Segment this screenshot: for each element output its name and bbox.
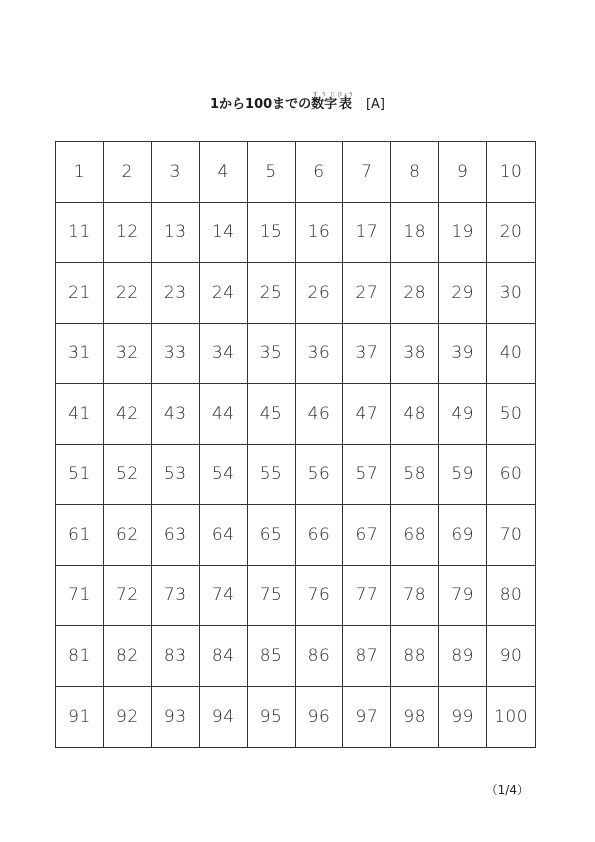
table-cell: 47 xyxy=(343,384,391,445)
table-cell: 3 xyxy=(152,142,200,203)
table-cell: 23 xyxy=(152,263,200,324)
table-cell: 50 xyxy=(487,384,535,445)
table-cell: 78 xyxy=(391,566,439,627)
table-cell: 18 xyxy=(391,203,439,264)
table-cell: 63 xyxy=(152,505,200,566)
table-cell: 45 xyxy=(248,384,296,445)
table-cell: 92 xyxy=(104,687,152,748)
table-cell: 93 xyxy=(152,687,200,748)
table-cell: 11 xyxy=(56,203,104,264)
table-cell: 73 xyxy=(152,566,200,627)
table-cell: 94 xyxy=(200,687,248,748)
table-cell: 89 xyxy=(439,626,487,687)
table-cell: 35 xyxy=(248,324,296,385)
title-word-number-ruby: すうじ xyxy=(311,92,338,98)
table-cell: 19 xyxy=(439,203,487,264)
table-cell: 91 xyxy=(56,687,104,748)
table-cell: 22 xyxy=(104,263,152,324)
table-cell: 49 xyxy=(439,384,487,445)
title-prefix: 1から100までの xyxy=(209,97,312,112)
table-cell: 72 xyxy=(104,566,152,627)
table-cell: 28 xyxy=(391,263,439,324)
table-cell: 68 xyxy=(391,505,439,566)
table-cell: 74 xyxy=(200,566,248,627)
table-cell: 90 xyxy=(487,626,535,687)
table-cell: 20 xyxy=(487,203,535,264)
table-cell: 2 xyxy=(104,142,152,203)
table-cell: 67 xyxy=(343,505,391,566)
table-cell: 9 xyxy=(439,142,487,203)
table-cell: 34 xyxy=(200,324,248,385)
table-cell: 75 xyxy=(248,566,296,627)
table-cell: 29 xyxy=(439,263,487,324)
table-cell: 59 xyxy=(439,445,487,506)
table-cell: 76 xyxy=(296,566,344,627)
table-cell: 14 xyxy=(200,203,248,264)
table-cell: 64 xyxy=(200,505,248,566)
table-cell: 62 xyxy=(104,505,152,566)
table-cell: 33 xyxy=(152,324,200,385)
table-cell: 1 xyxy=(56,142,104,203)
title-tag: [A] xyxy=(365,97,385,112)
table-cell: 13 xyxy=(152,203,200,264)
table-cell: 12 xyxy=(104,203,152,264)
table-cell: 58 xyxy=(391,445,439,506)
table-cell: 16 xyxy=(296,203,344,264)
table-cell: 98 xyxy=(391,687,439,748)
table-cell: 83 xyxy=(152,626,200,687)
table-cell: 25 xyxy=(248,263,296,324)
table-cell: 65 xyxy=(248,505,296,566)
table-cell: 17 xyxy=(343,203,391,264)
table-cell: 6 xyxy=(296,142,344,203)
table-cell: 88 xyxy=(391,626,439,687)
table-cell: 27 xyxy=(343,263,391,324)
table-cell: 97 xyxy=(343,687,391,748)
table-cell: 15 xyxy=(248,203,296,264)
table-cell: 4 xyxy=(200,142,248,203)
table-cell: 70 xyxy=(487,505,535,566)
table-cell: 79 xyxy=(439,566,487,627)
table-cell: 31 xyxy=(56,324,104,385)
table-cell: 44 xyxy=(200,384,248,445)
page-number: （1/4） xyxy=(485,783,529,797)
table-cell: 66 xyxy=(296,505,344,566)
table-cell: 36 xyxy=(296,324,344,385)
table-cell: 48 xyxy=(391,384,439,445)
table-cell: 95 xyxy=(248,687,296,748)
table-cell: 26 xyxy=(296,263,344,324)
number-table xyxy=(55,141,536,748)
table-cell: 53 xyxy=(152,445,200,506)
table-cell: 86 xyxy=(296,626,344,687)
table-cell: 81 xyxy=(56,626,104,687)
table-cell: 42 xyxy=(104,384,152,445)
table-cell: 61 xyxy=(56,505,104,566)
title-word-number-text: 数字 xyxy=(311,97,338,112)
table-cell: 57 xyxy=(343,445,391,506)
title-word-table xyxy=(337,92,354,112)
table-cell: 5 xyxy=(248,142,296,203)
table-cell: 39 xyxy=(439,324,487,385)
table-cell: 84 xyxy=(200,626,248,687)
table-cell: 30 xyxy=(487,263,535,324)
title-word-table-text: 表 xyxy=(337,97,354,112)
table-cell: 87 xyxy=(343,626,391,687)
table-cell: 51 xyxy=(56,445,104,506)
table-cell: 43 xyxy=(152,384,200,445)
table-cell: 82 xyxy=(104,626,152,687)
table-cell: 32 xyxy=(104,324,152,385)
table-cell: 77 xyxy=(343,566,391,627)
table-cell: 80 xyxy=(487,566,535,627)
table-cell: 71 xyxy=(56,566,104,627)
page-title xyxy=(0,92,595,112)
table-cell: 54 xyxy=(200,445,248,506)
table-cell: 7 xyxy=(343,142,391,203)
table-cell: 21 xyxy=(56,263,104,324)
table-cell: 41 xyxy=(56,384,104,445)
table-cell: 37 xyxy=(343,324,391,385)
table-cell: 85 xyxy=(248,626,296,687)
table-cell: 96 xyxy=(296,687,344,748)
table-cell: 99 xyxy=(439,687,487,748)
table-cell: 8 xyxy=(391,142,439,203)
title-word-table-ruby: ひょう xyxy=(337,92,354,98)
table-cell: 38 xyxy=(391,324,439,385)
table-cell: 24 xyxy=(200,263,248,324)
table-cell: 55 xyxy=(248,445,296,506)
table-cell: 60 xyxy=(487,445,535,506)
table-cell: 56 xyxy=(296,445,344,506)
title-word-number xyxy=(311,92,338,112)
table-cell: 100 xyxy=(494,706,529,727)
table-cell: 10 xyxy=(487,142,535,203)
table-cell: 46 xyxy=(296,384,344,445)
table-cell: 52 xyxy=(104,445,152,506)
table-cell: 40 xyxy=(487,324,535,385)
table-cell: 69 xyxy=(439,505,487,566)
